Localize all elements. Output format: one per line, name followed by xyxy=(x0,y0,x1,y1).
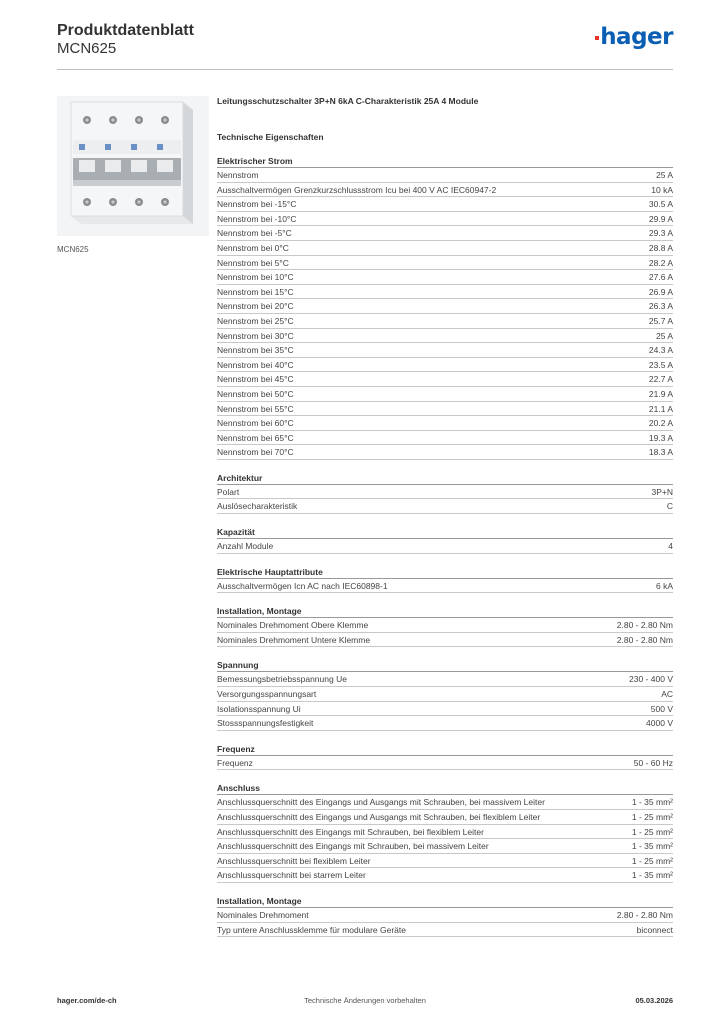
spec-label: Nennstrom bei 45°C xyxy=(217,374,294,385)
spec-value: 2.80 - 2.80 Nm xyxy=(616,620,673,631)
spec-value: 1 - 25 mm² xyxy=(631,855,673,866)
logo-text: hager xyxy=(600,24,673,50)
spec-label: Nennstrom bei 5°C xyxy=(217,257,289,268)
spec-row xyxy=(217,923,673,938)
spec-row xyxy=(217,633,673,648)
footer-note: Technische Änderungen vorbehalten xyxy=(304,996,426,1005)
spec-label: Nennstrom bei 50°C xyxy=(217,388,294,399)
page-header xyxy=(57,20,673,70)
spec-value: biconnect xyxy=(636,924,673,935)
spec-value: 50 - 60 Hz xyxy=(633,757,673,768)
product-details xyxy=(217,96,673,942)
spec-value: 30.5 A xyxy=(648,199,673,210)
spec-value: 19.3 A xyxy=(648,432,673,443)
spec-label: Nennstrom bei 40°C xyxy=(217,359,294,370)
spec-value: 20.2 A xyxy=(648,418,673,429)
spec-row xyxy=(217,241,673,256)
spec-label: Nennstrom bei 65°C xyxy=(217,432,294,443)
spec-label: Nennstrom bei 10°C xyxy=(217,272,294,283)
spec-row xyxy=(217,839,673,854)
spec-value: 21.9 A xyxy=(648,388,673,399)
spec-label: Nennstrom bei 30°C xyxy=(217,330,294,341)
spec-value: 28.8 A xyxy=(648,242,673,253)
spec-row xyxy=(217,687,673,702)
spec-row xyxy=(217,402,673,417)
spec-value: 22.7 A xyxy=(648,374,673,385)
hager-logo xyxy=(595,24,673,50)
spec-row xyxy=(217,197,673,212)
section-title: Frequenz xyxy=(217,742,673,756)
section-title: Elektrischer Strom xyxy=(217,154,673,168)
spec-label: Nennstrom bei -5°C xyxy=(217,228,292,239)
spec-row xyxy=(217,416,673,431)
spec-value: 23.5 A xyxy=(648,359,673,370)
section-title: Elektrische Hauptattribute xyxy=(217,565,673,579)
spec-value: 2.80 - 2.80 Nm xyxy=(616,909,673,920)
spec-sections xyxy=(217,154,673,942)
section-title: Installation, Montage xyxy=(217,604,673,618)
spec-label: Nominales Drehmoment Obere Klemme xyxy=(217,620,369,631)
spec-row xyxy=(217,579,673,594)
section-title: Kapazität xyxy=(217,525,673,539)
spec-value: 25.7 A xyxy=(648,315,673,326)
spec-value: 1 - 35 mm² xyxy=(631,797,673,808)
spec-label: Nennstrom bei 70°C xyxy=(217,447,294,458)
spec-row xyxy=(217,212,673,227)
spec-value: 29.9 A xyxy=(648,213,673,224)
spec-row xyxy=(217,810,673,825)
spec-value: 18.3 A xyxy=(648,447,673,458)
spec-label: Nominales Drehmoment Untere Klemme xyxy=(217,634,371,645)
spec-label: Nennstrom bei 15°C xyxy=(217,286,294,297)
spec-row xyxy=(217,908,673,923)
spec-row xyxy=(217,756,673,771)
spec-value: 1 - 25 mm² xyxy=(631,826,673,837)
spec-value: 26.9 A xyxy=(648,286,673,297)
product-model: MCN625 xyxy=(57,40,117,57)
spec-row xyxy=(217,256,673,271)
spec-label: Frequenz xyxy=(217,757,253,768)
circuit-breaker-image xyxy=(57,96,209,236)
spec-value: 25 A xyxy=(655,170,673,180)
logo-dot-icon xyxy=(595,36,599,40)
document-title: Produktdatenblatt xyxy=(57,22,194,39)
spec-row xyxy=(217,299,673,314)
spec-row xyxy=(217,825,673,840)
spec-value: 1 - 25 mm² xyxy=(631,812,673,822)
spec-value: 26.3 A xyxy=(648,301,673,312)
spec-value: AC xyxy=(661,689,673,700)
spec-label: Nennstrom bei 0°C xyxy=(217,242,289,253)
spec-row xyxy=(217,854,673,869)
spec-label: Anzahl Module xyxy=(217,541,274,552)
product-description: Leitungsschutzschalter 3P+N 6kA C-Charakteristik 25A 4 Module xyxy=(217,96,479,106)
spec-row xyxy=(217,358,673,373)
spec-value: 27.6 A xyxy=(648,272,673,283)
spec-label: Stossspannungsfestigkeit xyxy=(217,718,314,729)
spec-label: Versorgungsspannungsart xyxy=(217,689,317,700)
spec-row xyxy=(217,431,673,446)
circuit-breaker-icon xyxy=(57,96,209,236)
spec-value: 25 A xyxy=(655,330,673,341)
footer-website-link[interactable]: hager.com/de-ch xyxy=(57,996,117,1005)
spec-row xyxy=(217,445,673,460)
spec-row xyxy=(217,329,673,344)
spec-row xyxy=(217,672,673,687)
spec-label: Anschlussquerschnitt des Eingangs und Ausgangs mit Schrauben, bei flexiblem Leiter xyxy=(217,812,541,822)
spec-label: Auslösecharakteristik xyxy=(217,501,298,512)
section-title: Anschluss xyxy=(217,781,673,795)
section-title: Spannung xyxy=(217,658,673,672)
spec-row xyxy=(217,270,673,285)
spec-label: Nennstrom bei 35°C xyxy=(217,345,294,356)
spec-row xyxy=(217,314,673,329)
spec-row xyxy=(217,343,673,358)
spec-label: Anschlussquerschnitt des Eingangs mit Schrauben, bei flexiblem Leiter xyxy=(217,826,484,837)
spec-row xyxy=(217,285,673,300)
spec-value: 21.1 A xyxy=(648,403,673,414)
spec-label: Nennstrom bei 20°C xyxy=(217,301,294,312)
spec-label: Nennstrom bei 55°C xyxy=(217,403,294,414)
spec-label: Ausschaltvermögen Grenzkurzschlussstrom Icu bei 400 V AC IEC60947-2 xyxy=(217,184,497,195)
spec-row xyxy=(217,702,673,717)
section-title: Installation, Montage xyxy=(217,894,673,908)
spec-label: Anschlussquerschnitt bei flexiblem Leiter xyxy=(217,855,371,866)
spec-row xyxy=(217,539,673,554)
spec-value: 28.2 A xyxy=(648,257,673,268)
spec-value: 1 - 35 mm² xyxy=(631,841,673,852)
spec-value: 3P+N xyxy=(651,486,673,497)
spec-value: 24.3 A xyxy=(648,345,673,356)
spec-row xyxy=(217,618,673,633)
spec-row xyxy=(217,716,673,731)
spec-value: 6 kA xyxy=(655,580,673,591)
image-caption: MCN625 xyxy=(57,245,89,254)
spec-row xyxy=(217,485,673,500)
spec-label: Bemessungsbetriebsspannung Ue xyxy=(217,674,347,685)
spec-label: Nominales Drehmoment xyxy=(217,909,309,920)
spec-label: Nennstrom bei -15°C xyxy=(217,199,297,210)
spec-label: Typ untere Anschlussklemme für modulare Geräte xyxy=(217,924,406,935)
spec-label: Anschlussquerschnitt bei starrem Leiter xyxy=(217,870,366,881)
spec-value: 29.3 A xyxy=(648,228,673,239)
section-title: Architektur xyxy=(217,471,673,485)
spec-row xyxy=(217,372,673,387)
page-footer xyxy=(57,996,673,1008)
spec-value: 230 - 400 V xyxy=(629,674,673,685)
spec-row xyxy=(217,499,673,514)
spec-label: Isolationsspannung Ui xyxy=(217,703,301,714)
spec-label: Nennstrom bei 60°C xyxy=(217,418,294,429)
spec-label: Polart xyxy=(217,486,240,497)
spec-row xyxy=(217,183,673,198)
spec-label: Anschlussquerschnitt des Eingangs mit Schrauben, bei massivem Leiter xyxy=(217,841,489,852)
spec-label: Nennstrom xyxy=(217,170,259,180)
spec-value: 4000 V xyxy=(646,718,673,729)
spec-row xyxy=(217,226,673,241)
spec-row xyxy=(217,868,673,883)
spec-value: 10 kA xyxy=(651,184,673,195)
spec-value: 1 - 35 mm² xyxy=(631,870,673,881)
spec-value: 500 V xyxy=(650,703,673,714)
spec-value: C xyxy=(666,501,673,512)
spec-label: Ausschaltvermögen Icn AC nach IEC60898-1 xyxy=(217,580,388,591)
spec-row xyxy=(217,387,673,402)
spec-label: Nennstrom bei 25°C xyxy=(217,315,294,326)
spec-value: 4 xyxy=(668,541,673,552)
footer-date: 05.03.2026 xyxy=(635,996,673,1005)
spec-row xyxy=(217,795,673,810)
spec-label: Nennstrom bei -10°C xyxy=(217,213,297,224)
technical-properties-heading: Technische Eigenschaften xyxy=(217,132,324,142)
spec-row xyxy=(217,168,673,183)
spec-label: Anschlussquerschnitt des Eingangs und Ausgangs mit Schrauben, bei massivem Leiter xyxy=(217,797,545,808)
spec-value: 2.80 - 2.80 Nm xyxy=(616,634,673,645)
